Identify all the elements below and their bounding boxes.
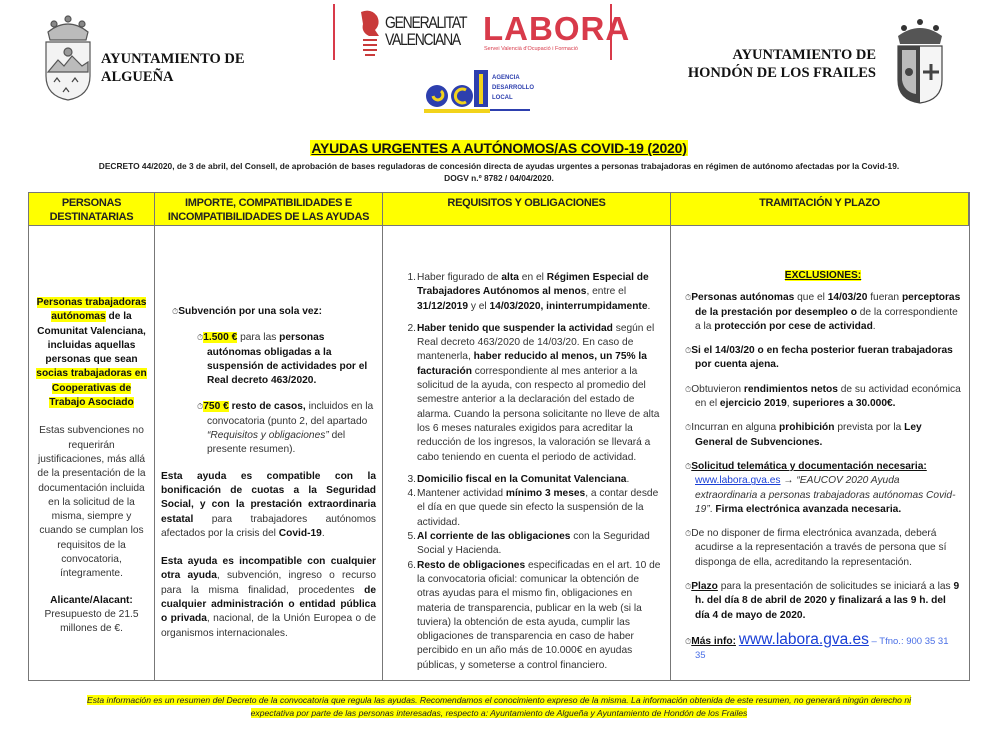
text: Incurran en alguna (691, 422, 780, 434)
text: en el (518, 272, 547, 283)
requirement-number: 6. (407, 559, 416, 571)
header-text: PERSONAS (61, 197, 122, 209)
gv-line1: GENERALITAT (385, 13, 467, 32)
text: para la presentación de solicitudes se iniciará a las (717, 581, 954, 593)
text-bold: Si el 14/03/20 o en fecha posterior fueran trabajadoras por cuenta ajena. (691, 345, 953, 371)
requirement-item (395, 322, 664, 465)
text-bold: ejercicio 2019 (719, 398, 787, 410)
requirement-number: 2. (407, 322, 416, 334)
requirement-item (395, 559, 664, 673)
text: correspondiente al mes anterior a la solicitud de la ayuda, con respecto al promedio del semestre anterior a la declaración del estado de alarma. Cuando la persona solicitante no lleve de alta los 6 meses naturales exigidos para acreditar la reducción de los ingresos, la valoración se llevará a cabo teniendo en cuenta el periodo de actividad. (417, 365, 660, 463)
labora-subtitle: Servei Valencià d'Ocupació i Formació (484, 46, 578, 52)
exclusion-item (685, 421, 961, 450)
clock-bullet-icon: ⏱ (685, 529, 692, 539)
destinatarias-description (34, 296, 149, 410)
text: fueran (867, 292, 902, 304)
exclusion-item (685, 344, 961, 373)
text: . (872, 320, 876, 332)
clock-bullet-icon: ⏱ (685, 293, 692, 303)
clock-bullet-icon: ⏱ (685, 346, 692, 356)
text: , a contar desde el día en que quede sin efecto la suspensión de la actividad. (417, 488, 659, 528)
budget-note (34, 594, 149, 637)
phone-number: – Tfno.: 900 35 31 35 (695, 635, 949, 662)
amount-750 (197, 400, 376, 457)
amount-1500-value: 1.500 € (203, 332, 238, 344)
text: para las (237, 332, 280, 344)
text-bold: mínimo 3 meses (505, 488, 586, 500)
cell-destinatarias (29, 226, 155, 680)
text: para trabajadores autónomos afectados por la crisis del (161, 513, 376, 539)
exclusions-list (685, 291, 961, 450)
left-municipality-line2: ALGUEÑA (101, 69, 174, 85)
left-municipality-line1: AYUNTAMIENTO DE (101, 51, 245, 67)
text-bold: perceptoras de la prestación por desempleo o (695, 292, 961, 318)
text-bold: 14/03/2020, ininterrumpidamente (489, 300, 648, 312)
text-bold: resto de casos, (228, 401, 306, 413)
hondon-coat-of-arms-icon (892, 16, 948, 104)
requirement-number: 3. (407, 473, 416, 485)
justificaciones-note: Estas subvenciones no requerirán justificaciones, más allá de la presentación de la documentación incluida en la solicitud de la misma, siempre y cuando se cumplan los requisitos de la convocatoria, íntegramente. (37, 425, 146, 580)
document-title (0, 140, 998, 158)
text: Obtuvieron (691, 383, 744, 395)
clock-bullet-icon: ⏱ (685, 384, 692, 394)
cell-requisitos (383, 226, 671, 680)
text-bold: Covid-19 (278, 527, 322, 539)
labora-link[interactable]: www.labora.gva.es (695, 475, 781, 487)
exclusion-item (685, 291, 961, 334)
requirement-item (395, 487, 664, 530)
requirement-number: 4. (407, 488, 416, 500)
summary-table (28, 192, 970, 681)
clock-bullet-icon: ⏱ (197, 402, 204, 412)
right-municipality-name (686, 46, 876, 82)
labora-logo: LABORA (483, 10, 631, 47)
header-text: REQUISITOS Y OBLIGACIONES (447, 197, 606, 209)
header-text: DESTINATARIAS (49, 211, 134, 223)
text-italic: “Requisitos y obligaciones” (207, 430, 329, 442)
text: , subvención, ingreso o recurso para la misma finalidad, procedentes (161, 570, 376, 596)
text: . (709, 503, 716, 515)
text: , nacional, de la Unión Europea o de organismos internacionales. (161, 613, 376, 639)
text-bold: 14/03/20 (827, 292, 868, 304)
generalitat-valenciana-text (385, 14, 466, 48)
text: , (786, 398, 793, 410)
solicitud-label: Solicitud telemática y documentación necesaria: (691, 460, 927, 472)
text: de su actividad económica en el (695, 383, 961, 410)
text-bold: Domicilio fiscal en la Comunitat Valenciana (417, 473, 627, 485)
exclusion-item (685, 383, 961, 412)
subvencion-intro (172, 305, 376, 319)
text-bold: Al corriente de las obligaciones (417, 531, 571, 543)
requirement-item (395, 271, 664, 314)
decree-line1: DECRETO 44/2020, de 3 de abril, del Consell, de aprobación de bases reguladoras de concesión directa de ayudas urgentes a personas trabajadoras en régimen de autónomo afectadas por la Covid-19. (98, 161, 900, 171)
gv-line2: VALENCIANA (385, 30, 460, 49)
solicitud-item (685, 460, 961, 517)
text-bold: Régimen Especial de Trabajadores Autónomos al menos (417, 272, 649, 298)
cell-importe (155, 226, 383, 680)
info-label: Más info: (691, 635, 736, 647)
right-municipality-line1: AYUNTAMIENTO DE (732, 47, 876, 63)
firma-item (685, 527, 961, 570)
adl-agency-text (492, 73, 534, 103)
disclaimer-footer (30, 694, 968, 720)
document-title-text: AYUDAS URGENTES A AUTÓNOMOS/AS COVID-19 (2020) (311, 140, 687, 156)
text: especificadas en el art. 10 de la convocatoria oficial: comunicar la obtención de otras ayudas para el mismo fin, obligaciones en materia de transparencia, publicar en la web (si la tuviera) la obtención de esta ayuda, cumplir las obligaciones de transparencia en caso de haber percibido en un año más de 10.000€ en ayudas públicas, y someterse a control financiero. (417, 559, 661, 671)
requirement-number: 5. (407, 531, 416, 543)
text-bold: Personas autónomas (691, 292, 795, 304)
right-municipality-line2: HONDÓN DE LOS FRAILES (687, 65, 876, 81)
text-bold: rendimientos netos (743, 383, 838, 395)
adl-line2: DESARROLLO (492, 85, 534, 91)
procedure-name: “EAUCOV 2020 Ayuda extraordinaria a personas trabajadoras autónomas Covid-19” (695, 475, 956, 515)
text: Haber figurado de (417, 272, 502, 283)
text: con la Seguridad Social y Hacienda. (417, 531, 650, 557)
incompatibility-note (161, 555, 376, 641)
clock-bullet-icon: ⏱ (197, 333, 204, 343)
text: prevista por la (834, 422, 905, 434)
highlight-autonomos: Personas trabajadoras autónomas (36, 297, 147, 323)
compatibility-note (161, 470, 376, 541)
subvencion-intro-text: Subvención por una sola vez: (178, 306, 323, 317)
decree-line2: DOGV n.º 8782 / 04/04/2020. (444, 173, 554, 183)
clock-bullet-icon: ⏱ (685, 636, 692, 646)
text: según el Real decreto 463/2020 de 14/03/20. En caso de mantenerla, (417, 322, 655, 363)
amount-1500 (197, 331, 376, 388)
text-bold: Esta ayuda es incompatible con cualquier otra ayuda (161, 556, 376, 582)
clock-bullet-icon: ⏱ (685, 423, 692, 433)
logo-divider-left (333, 4, 335, 60)
disclaimer-line2: expectativa por parte de las personas interesadas, respecto a: Ayuntamiento de Algueña y Ayuntamiento de Hondón de los Frailes (250, 708, 748, 718)
decree-reference (0, 160, 998, 184)
text-bold: superiores a 30.000€. (792, 398, 896, 410)
clock-bullet-icon: ⏱ (685, 582, 692, 592)
text-bold: Ley General de Subvenciones. (695, 422, 922, 448)
text-bold: de cualquier administración o entidad pública o privada (161, 584, 376, 625)
text: Mantener actividad (417, 488, 506, 500)
algueña-coat-of-arms-icon (40, 10, 96, 102)
text-bold: Esta ayuda es compatible con la bonificación de cuotas a la Seguridad Social, y con la prestación extraordinaria estatal (161, 470, 376, 525)
left-municipality-name (101, 50, 245, 86)
header-text: IMPORTE, COMPATIBILIDADES E (185, 197, 352, 209)
disclaimer-line1: Esta información es un resumen del Decreto de la convocatoria que regula las ayudas. Recomendamos el conocimiento expreso de la misma. La información obtenida de este resumen, no generará ningún derecho ni (86, 695, 912, 705)
plazo-dates: 9 h. del día 8 de abril de 2020 y finalizará a las 9 h. del día 4 de mayo de 2020. (695, 581, 960, 621)
text-bold: personas autónomas obligadas a la suspensión de actividades por el Real decreto 463/2020. (207, 332, 368, 387)
text: que el (794, 292, 828, 304)
firma-text: De no disponer de firma electrónica avanzada, deberá acudirse a la representación a través de persona que sí disponga de ella, acreditando la representación. (691, 528, 947, 568)
info-link[interactable]: www.labora.gva.es (738, 630, 869, 648)
text: , entre el (586, 286, 627, 298)
plazo-label: Plazo (691, 581, 718, 593)
header-tramitacion (671, 193, 969, 226)
text: del presente resumen). (207, 430, 346, 456)
text-bold: haber reducido al menos, un 75% la facturación (417, 351, 647, 377)
budget-region: Alicante/Alacant: (50, 594, 133, 606)
header-destinatarias (29, 193, 155, 226)
amount-750-value: 750 € (203, 401, 229, 413)
arrow-text: → (780, 475, 797, 487)
text: de la correspondiente a la (695, 306, 958, 332)
header-requisitos (383, 193, 671, 226)
adl-line1: AGENCIA (492, 75, 520, 81)
requirement-item (395, 473, 664, 487)
highlight-cooperativas: socias trabajadoras en Cooperativas de Trabajo Asociado (36, 368, 147, 409)
text: incluidos en la convocatoria (punto 2, del apartado (207, 401, 374, 427)
header-text: INCOMPATIBILIDADES DE LAS AYUDAS (167, 211, 370, 223)
signature-required: Firma electrónica avanzada necesaria. (715, 503, 902, 515)
requirement-number: 1. (407, 272, 416, 283)
text-bold: 31/12/2019 (417, 300, 468, 312)
header-importe (155, 193, 383, 226)
info-item (685, 630, 961, 664)
cell-tramitacion (671, 226, 969, 680)
text-bold: alta (501, 272, 519, 283)
clock-bullet-icon: ⏱ (172, 307, 179, 316)
exclusions-label: EXCLUSIONES: (784, 270, 862, 281)
text: y el (468, 300, 490, 312)
text-bold: Haber tenido que suspender la actividad (417, 322, 613, 334)
header-text: TRAMITACIÓN Y PLAZO (759, 197, 880, 209)
plazo-item (685, 580, 961, 623)
budget-amount: Presupuesto de 21.5 millones de €. (44, 608, 139, 635)
text-bold: protección por cese de actividad (714, 320, 873, 332)
text-bold: Resto de obligaciones (417, 559, 526, 571)
text: . (626, 473, 630, 485)
adl-line3: LOCAL (492, 95, 513, 101)
exclusions-heading (685, 269, 961, 283)
text-bold: prohibición (779, 422, 835, 434)
destinatarias-text: de la Comunitat Valenciana, incluidas aquellas personas que sean (37, 311, 146, 366)
text: . (647, 300, 651, 312)
clock-bullet-icon: ⏱ (685, 461, 692, 471)
text: . (321, 527, 325, 539)
requirement-item (395, 530, 664, 559)
